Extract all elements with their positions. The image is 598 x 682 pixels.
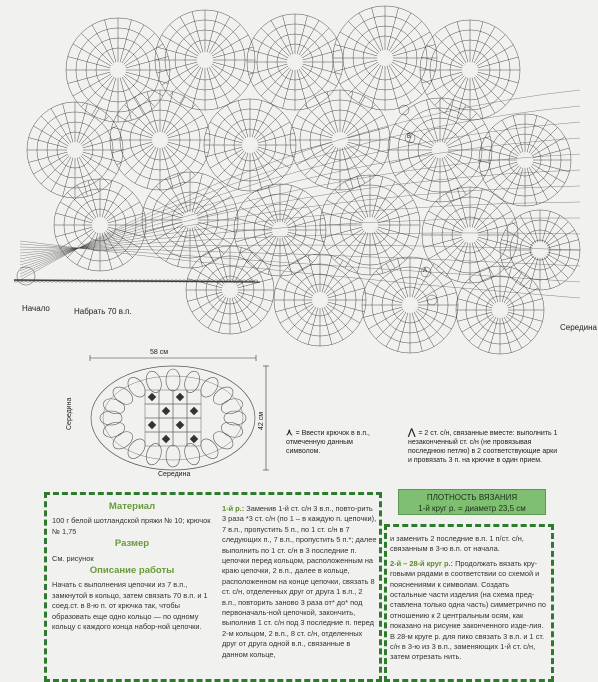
motif-b-marker: B: [407, 134, 412, 140]
material-title: Материал: [108, 501, 156, 512]
start-label: Начало: [22, 304, 50, 313]
chain-label: Набрать 70 в.п.: [74, 307, 132, 316]
round-1-label: 1-й р.:: [222, 504, 245, 513]
chart-stitches: [14, 6, 580, 354]
gauge-title: ПЛОТНОСТЬ ВЯЗАНИЯ: [426, 493, 518, 502]
description-text: Начать с выполнения цепочки из 7 в.п., замкнутой в кольцо, затем связать 70 в.п. и 1 соед.ст. в 8-ю п. от крючка так, чтобы образовать еще одно кольцо — по одному кольцу с каждого конца набор-ной цепочки.: [52, 580, 208, 632]
motif-a-marker: A: [423, 268, 428, 274]
gauge-box: [398, 489, 546, 515]
gauge-text: 1-й круг р. = диаметр 23,5 см: [418, 504, 526, 513]
schematic-width-label: 58 см: [150, 349, 169, 356]
material-text: 100 г белой шотландской пряжи № 10; крючок № 1,75: [52, 516, 211, 536]
legend-text-insert-hook: = Ввести крючок в в.п., отмеченную данным символом.: [286, 430, 370, 455]
size-text: См. рисунок: [52, 553, 94, 563]
finished-piece-schematic: [80, 348, 280, 488]
chain-symbol-icon: ⋏: [286, 427, 293, 437]
schematic-middle-left: Середина: [66, 397, 73, 430]
decrease-symbol-icon: ⋀: [408, 427, 416, 437]
rounds-2-28-label: 2-й – 28-й круг р.:: [390, 558, 453, 568]
description-title: Описание работы: [89, 565, 175, 577]
legend-item-insert-hook: [286, 428, 386, 456]
round-1-column: [222, 504, 378, 660]
schematic-height-label: 42 см: [258, 411, 265, 430]
continuation-text: и заменить 2 последние в.п. 1 п/ст. с/н, связанным в 3-ю в.п. от начала.: [390, 534, 524, 554]
legend-item-decrease: [408, 428, 558, 465]
rounds-2-28-text: Продолжать вязать кру-говыми рядами в соответствии со схемой и пояснениями к символам. Создать остальные части изделия (на схема пред-ставлена только одна часть) симметрично по отношению к 2 центральным осям, как показано на рисунке законченного изде-лия. В 28-м круге р. для пико связать 3 в.п. и 1 ст. с/н в 3-ю из 3 в.п., заменяющих 1-й ст. с/н, затем отрезать нить.: [390, 558, 547, 662]
size-title: Размер: [114, 538, 150, 550]
legend-text-decrease: = 2 ст. с/н, связанные вместе: выполнить 1 незаконченный ст. с/н (не провязывая последнюю петлю) в 2 соответствующие арки и провязать 3 п. на крючке в один прием.: [408, 430, 558, 464]
round-1-text: Заменив 1-й ст. с/н 3 в.п., повто-рить 3 раза *3 ст. с/н (по 1 – в каждую п. цепочки), 7 в.п., пропустить 5 п., по 1 ст. с/н в 7 следующих п., 7 в.п., пропустить 5 п.*; далее выполнить по 1 ст. с/н в 3 последние п. цепочки перед кольцом, расположенным на краю цепочки, 2 в.п., далее в кольце, расположенном на конце цепочки, связать 8 ст. с/н, отделенных друг от друга 1 в.п., 2 в.п., повторить заново 3 раза от* до* под первоначаль-ной цепочкой, закончить, выполнив 1 ст. с/н под 3 последние п. перед 2-м кольцом, 2 в.п., 8 ст. с/н, отделенных друг от друга одной в.п., связанные в данном кольце,: [222, 504, 377, 659]
schematic-middle-bottom: Середина: [158, 471, 191, 478]
middle-label-right: Середина: [560, 323, 597, 332]
materials-column: [52, 500, 212, 632]
rounds-2-28-column: [390, 534, 548, 663]
